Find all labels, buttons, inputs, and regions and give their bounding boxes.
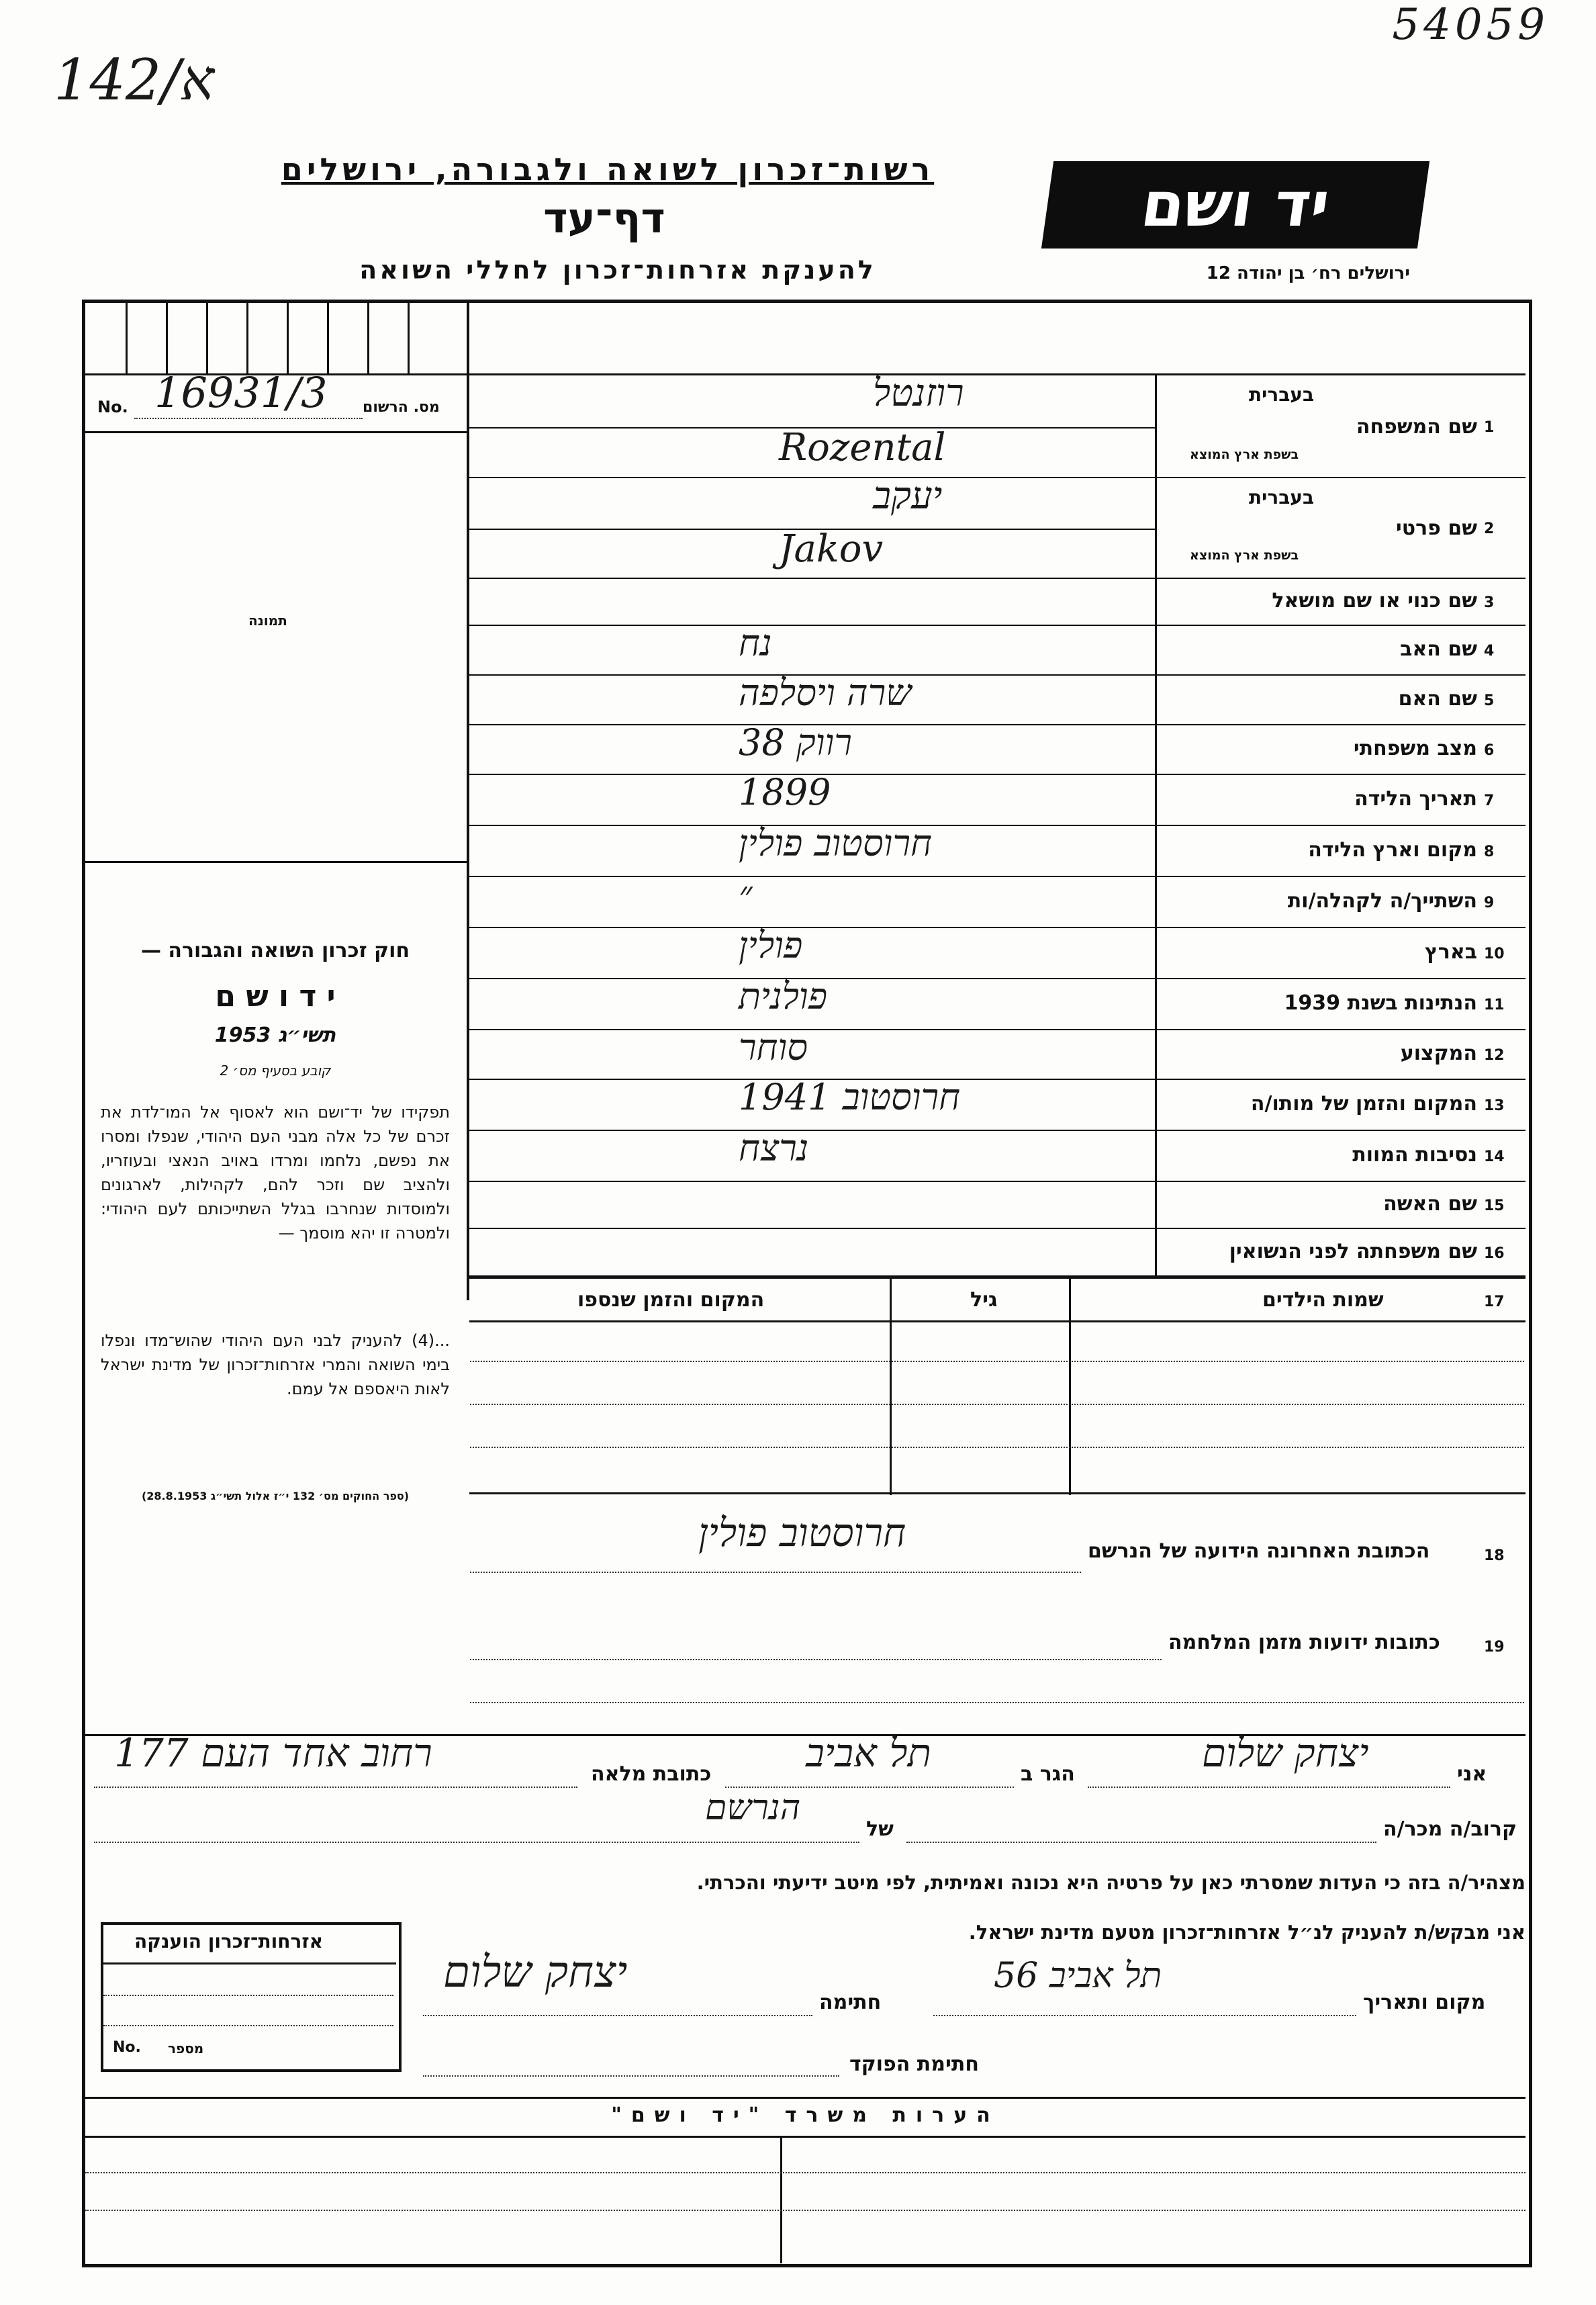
field-number-7: 7 bbox=[1484, 793, 1495, 809]
field-value-7: 1899 bbox=[739, 771, 831, 813]
last-address-line bbox=[470, 1572, 1081, 1573]
field-number-2: 2 bbox=[1484, 521, 1495, 537]
field-value-9: ״ bbox=[739, 873, 753, 915]
law-title: חוק זכרון השואה והגבורה — bbox=[140, 939, 410, 962]
children-bottom-rule bbox=[469, 1492, 1525, 1494]
declaration-i-label: אני bbox=[1457, 1762, 1487, 1786]
field-value-6: רווק 38 bbox=[739, 721, 852, 764]
field-row-rule bbox=[469, 724, 1525, 725]
field-number-12: 12 bbox=[1484, 1047, 1505, 1064]
field-number-18: 18 bbox=[1484, 1547, 1505, 1564]
children-row-line bbox=[470, 1447, 1524, 1448]
law-text-1: תפקידו של יד־ושם הוא לאסוף אל המו־לדת את זכרם של כל אלה מבני העם היהודי, שנפלו ומסרו את נפשם, נלחמו ומרדו באויב הנאצי ובעוזריו, ולהציב שם וזכר להם, לקהילות, לארגונים ולמוסדות שנחרבו בגלל השתייכותם לעם היהודי: ולמטרה זו יהא מוסמך — bbox=[101, 1103, 450, 1242]
law-year: תשי״ג 1953 bbox=[214, 1024, 336, 1047]
field-label-wartime-addresses: כתובות ידועות מזמן המלחמה bbox=[1168, 1631, 1440, 1654]
field-row-rule bbox=[469, 1079, 1525, 1080]
top-rule bbox=[469, 373, 1525, 375]
field-value-10: פולין bbox=[739, 924, 803, 966]
field-number-17: 17 bbox=[1484, 1294, 1505, 1310]
field-label-12: המקצוע bbox=[1400, 1042, 1477, 1065]
declaration-request: אני מבקש/ת להעניק לנ״ל אזרחות־זכרון מטעם מדינת ישראל. bbox=[968, 1921, 1525, 1944]
yad-vashem-logo: יד ושם bbox=[1041, 161, 1429, 248]
field-label-16: שם משפחתה לפני הנשואין bbox=[1229, 1239, 1477, 1263]
registration-rule bbox=[85, 431, 467, 433]
declarant-name: יצחק שלום bbox=[1202, 1730, 1369, 1776]
authority-name: רשות־זכרון לשואה ולגבורה, ירושלים bbox=[281, 151, 935, 187]
declarant-line bbox=[1088, 1787, 1450, 1788]
stamp-number-label: מספר bbox=[168, 2040, 204, 2057]
field-value-hebrew-2: יעקב bbox=[873, 474, 943, 518]
field-number-13: 13 bbox=[1484, 1097, 1505, 1114]
children-col-divider-1 bbox=[890, 1277, 892, 1495]
field-value-13: חרוסטוב 1941 bbox=[739, 1076, 961, 1118]
field-label-11: הנתינות בשנת 1939 bbox=[1284, 991, 1477, 1015]
stamp-line bbox=[103, 2025, 393, 2026]
field-row-rule bbox=[469, 927, 1525, 928]
hebrew-sublabel: בעברית bbox=[1249, 486, 1315, 508]
children-row-line bbox=[470, 1404, 1524, 1405]
stamp-line bbox=[103, 1995, 393, 1996]
place-date-line bbox=[933, 2015, 1356, 2016]
registration-no-label: No. bbox=[97, 398, 128, 416]
field-number-1: 1 bbox=[1484, 418, 1495, 436]
field-value-origin-2: Jakov bbox=[779, 527, 884, 571]
field-number-11: 11 bbox=[1484, 997, 1505, 1013]
field-label-5: שם האם bbox=[1398, 687, 1477, 711]
archive-number: 54059 bbox=[1392, 0, 1549, 50]
signature-line bbox=[423, 2015, 812, 2016]
place-date-value: תל אביב 56 bbox=[994, 1956, 1162, 1996]
office-notes-divider bbox=[780, 2136, 782, 2263]
field-value-8: חרוסטוב פולין bbox=[739, 822, 932, 864]
field-row-rule bbox=[469, 978, 1525, 979]
field-label-last-address: הכתובת האחרונה הידועה של הנרשם bbox=[1088, 1539, 1430, 1563]
field-value-11: פולנית bbox=[739, 975, 828, 1018]
field-label-6: מצב משפחתי bbox=[1353, 737, 1477, 760]
law-source: (ספר החוקים מס׳ 132 י״ז אלול תשי״ג 28.8.1953) bbox=[141, 1490, 410, 1502]
children-col-divider-2 bbox=[1069, 1277, 1071, 1495]
field-row-rule bbox=[469, 1130, 1525, 1131]
children-top-rule bbox=[469, 1277, 1525, 1279]
law-clause-ref: קובע בסעיף מס׳ 2 bbox=[220, 1063, 331, 1079]
office-notes-header-rule bbox=[85, 2136, 1525, 2138]
stamp-title-rule bbox=[103, 1962, 396, 1964]
field-row-rule bbox=[469, 674, 1525, 676]
residing-city: תל אביב bbox=[806, 1730, 931, 1776]
file-mark: 142/א bbox=[54, 47, 215, 113]
field-value-origin-1: Rozental bbox=[779, 425, 946, 469]
field-label-15: שם האשה bbox=[1383, 1192, 1477, 1216]
field-row-rule bbox=[469, 1029, 1525, 1030]
field-row-rule bbox=[469, 825, 1525, 826]
last-address-value: חרוסטוב פולין bbox=[698, 1510, 906, 1555]
field-row-rule bbox=[469, 477, 1525, 478]
relation-value: הנרשם bbox=[705, 1788, 801, 1828]
form-title: דף־עד bbox=[543, 193, 665, 242]
field-number-3: 3 bbox=[1484, 594, 1495, 611]
origin-language-sublabel: בשפת ארץ המוצא bbox=[1190, 447, 1299, 462]
field-value-5: שרה ויסלפה bbox=[739, 672, 912, 714]
field-label-4: שם האב bbox=[1400, 637, 1477, 661]
field-number-16: 16 bbox=[1484, 1245, 1505, 1262]
field-label-2: שם פרטי bbox=[1395, 516, 1477, 540]
field-row-rule bbox=[469, 876, 1525, 877]
logo-address: ירושלים רח׳ בן יהודה 12 bbox=[1206, 263, 1410, 283]
field-number-19: 19 bbox=[1484, 1639, 1505, 1656]
children-place-header: המקום והזמן שנספו bbox=[577, 1288, 765, 1312]
declaration-statement: מצהיר/ה בזה כי העדות שמסרתי כאן על פרטיה היא נכונה ואמיתית, לפי מיטב ידיעתי והכרתי. bbox=[696, 1871, 1525, 1894]
of-line bbox=[94, 1842, 859, 1843]
field-label-7: תאריך הלידה bbox=[1354, 787, 1477, 811]
children-header-rule bbox=[469, 1320, 1525, 1322]
relative-line bbox=[906, 1842, 1376, 1843]
field-row-rule bbox=[469, 625, 1525, 626]
law-text-2: ...(4) להעניק לבני העם היהודי שהוש־מדו ונפלו בימי השואה והמרי אזרחות־זכרון של מדינת ישראל לאות היאספם אל עמם. bbox=[101, 1331, 450, 1398]
children-row-line bbox=[470, 1361, 1524, 1362]
office-notes-line bbox=[85, 2172, 1525, 2173]
wartime-address-line bbox=[470, 1659, 1162, 1660]
place-date-label: מקום ותאריך bbox=[1363, 1991, 1486, 2014]
office-notes-line bbox=[85, 2210, 1525, 2211]
field-value-4: נח bbox=[739, 622, 772, 664]
officer-signature-label: חתימת הפוקד bbox=[849, 2052, 979, 2076]
field-number-6: 6 bbox=[1484, 742, 1495, 759]
relative-label: קרוב/ה מכר/ה bbox=[1383, 1817, 1517, 1841]
field-row-rule bbox=[469, 774, 1525, 775]
field-number-9: 9 bbox=[1484, 895, 1495, 911]
field-label-10: בארץ bbox=[1424, 940, 1477, 964]
wartime-address-line-2 bbox=[470, 1702, 1524, 1703]
field-row-rule bbox=[469, 1181, 1525, 1182]
field-number-5: 5 bbox=[1484, 692, 1495, 709]
residing-label: הגר ב bbox=[1021, 1762, 1075, 1786]
field-row-rule bbox=[469, 1228, 1525, 1229]
field-number-8: 8 bbox=[1484, 844, 1495, 860]
registration-label: מס. הרשום bbox=[363, 399, 440, 416]
left-panel-divider bbox=[467, 303, 469, 1300]
of-label: של bbox=[866, 1817, 894, 1841]
children-names-header: שמות הילדים bbox=[1262, 1288, 1384, 1312]
field-label-3: שם כנוי או שם מושאל bbox=[1272, 589, 1477, 613]
tick-boxes bbox=[85, 303, 468, 373]
stamp-no-label: No. bbox=[113, 2039, 141, 2056]
field-label-8: מקום וארץ הלידה bbox=[1308, 838, 1477, 862]
field-number-10: 10 bbox=[1484, 946, 1505, 962]
office-notes-title: הערות משרד "יד ושם" bbox=[611, 2104, 1000, 2127]
citizenship-stamp-title: אזרחות־זכרון הוענקה bbox=[134, 1930, 323, 1952]
photo-rule bbox=[85, 861, 467, 863]
law-name: י ד ו ש ם bbox=[215, 979, 336, 1013]
office-notes-top-rule bbox=[85, 2097, 1525, 2099]
officer-signature-line bbox=[423, 2075, 839, 2077]
field-number-4: 4 bbox=[1484, 643, 1495, 660]
declarant-address: רחוב אחד העם 177 bbox=[114, 1730, 432, 1776]
field-number-14: 14 bbox=[1484, 1148, 1505, 1165]
field-label-14: נסיבות המוות bbox=[1352, 1143, 1477, 1167]
address-line bbox=[94, 1787, 577, 1788]
form-subtitle: להענקת אזרחות־זכרון לחללי השואה bbox=[359, 255, 876, 285]
photo-placeholder: תמונה bbox=[248, 613, 287, 629]
field-number-15: 15 bbox=[1484, 1197, 1505, 1214]
field-row-rule bbox=[469, 578, 1525, 579]
signature-label: חתימה bbox=[819, 1991, 882, 2014]
registration-line bbox=[134, 418, 363, 419]
field-label-1: שם המשפחה bbox=[1356, 414, 1477, 439]
origin-language-sublabel: בשפת ארץ המוצא bbox=[1190, 548, 1299, 563]
address-label: כתובת מלאה bbox=[591, 1762, 712, 1786]
registration-number: 16931/3 bbox=[154, 368, 328, 417]
field-value-12: סוחר bbox=[739, 1026, 808, 1069]
field-label-13: המקום והזמן של מותו/ה bbox=[1250, 1092, 1477, 1116]
children-age-header: גיל bbox=[970, 1288, 998, 1312]
declarant-signature: יצחק שלום bbox=[443, 1948, 628, 1997]
field-value-hebrew-1: רוזנטל bbox=[873, 371, 964, 415]
field-label-9: השתייך/ה לקהלה/ות bbox=[1287, 889, 1477, 913]
hebrew-sublabel: בעברית bbox=[1249, 383, 1315, 406]
field-value-14: נרצח bbox=[739, 1127, 809, 1169]
